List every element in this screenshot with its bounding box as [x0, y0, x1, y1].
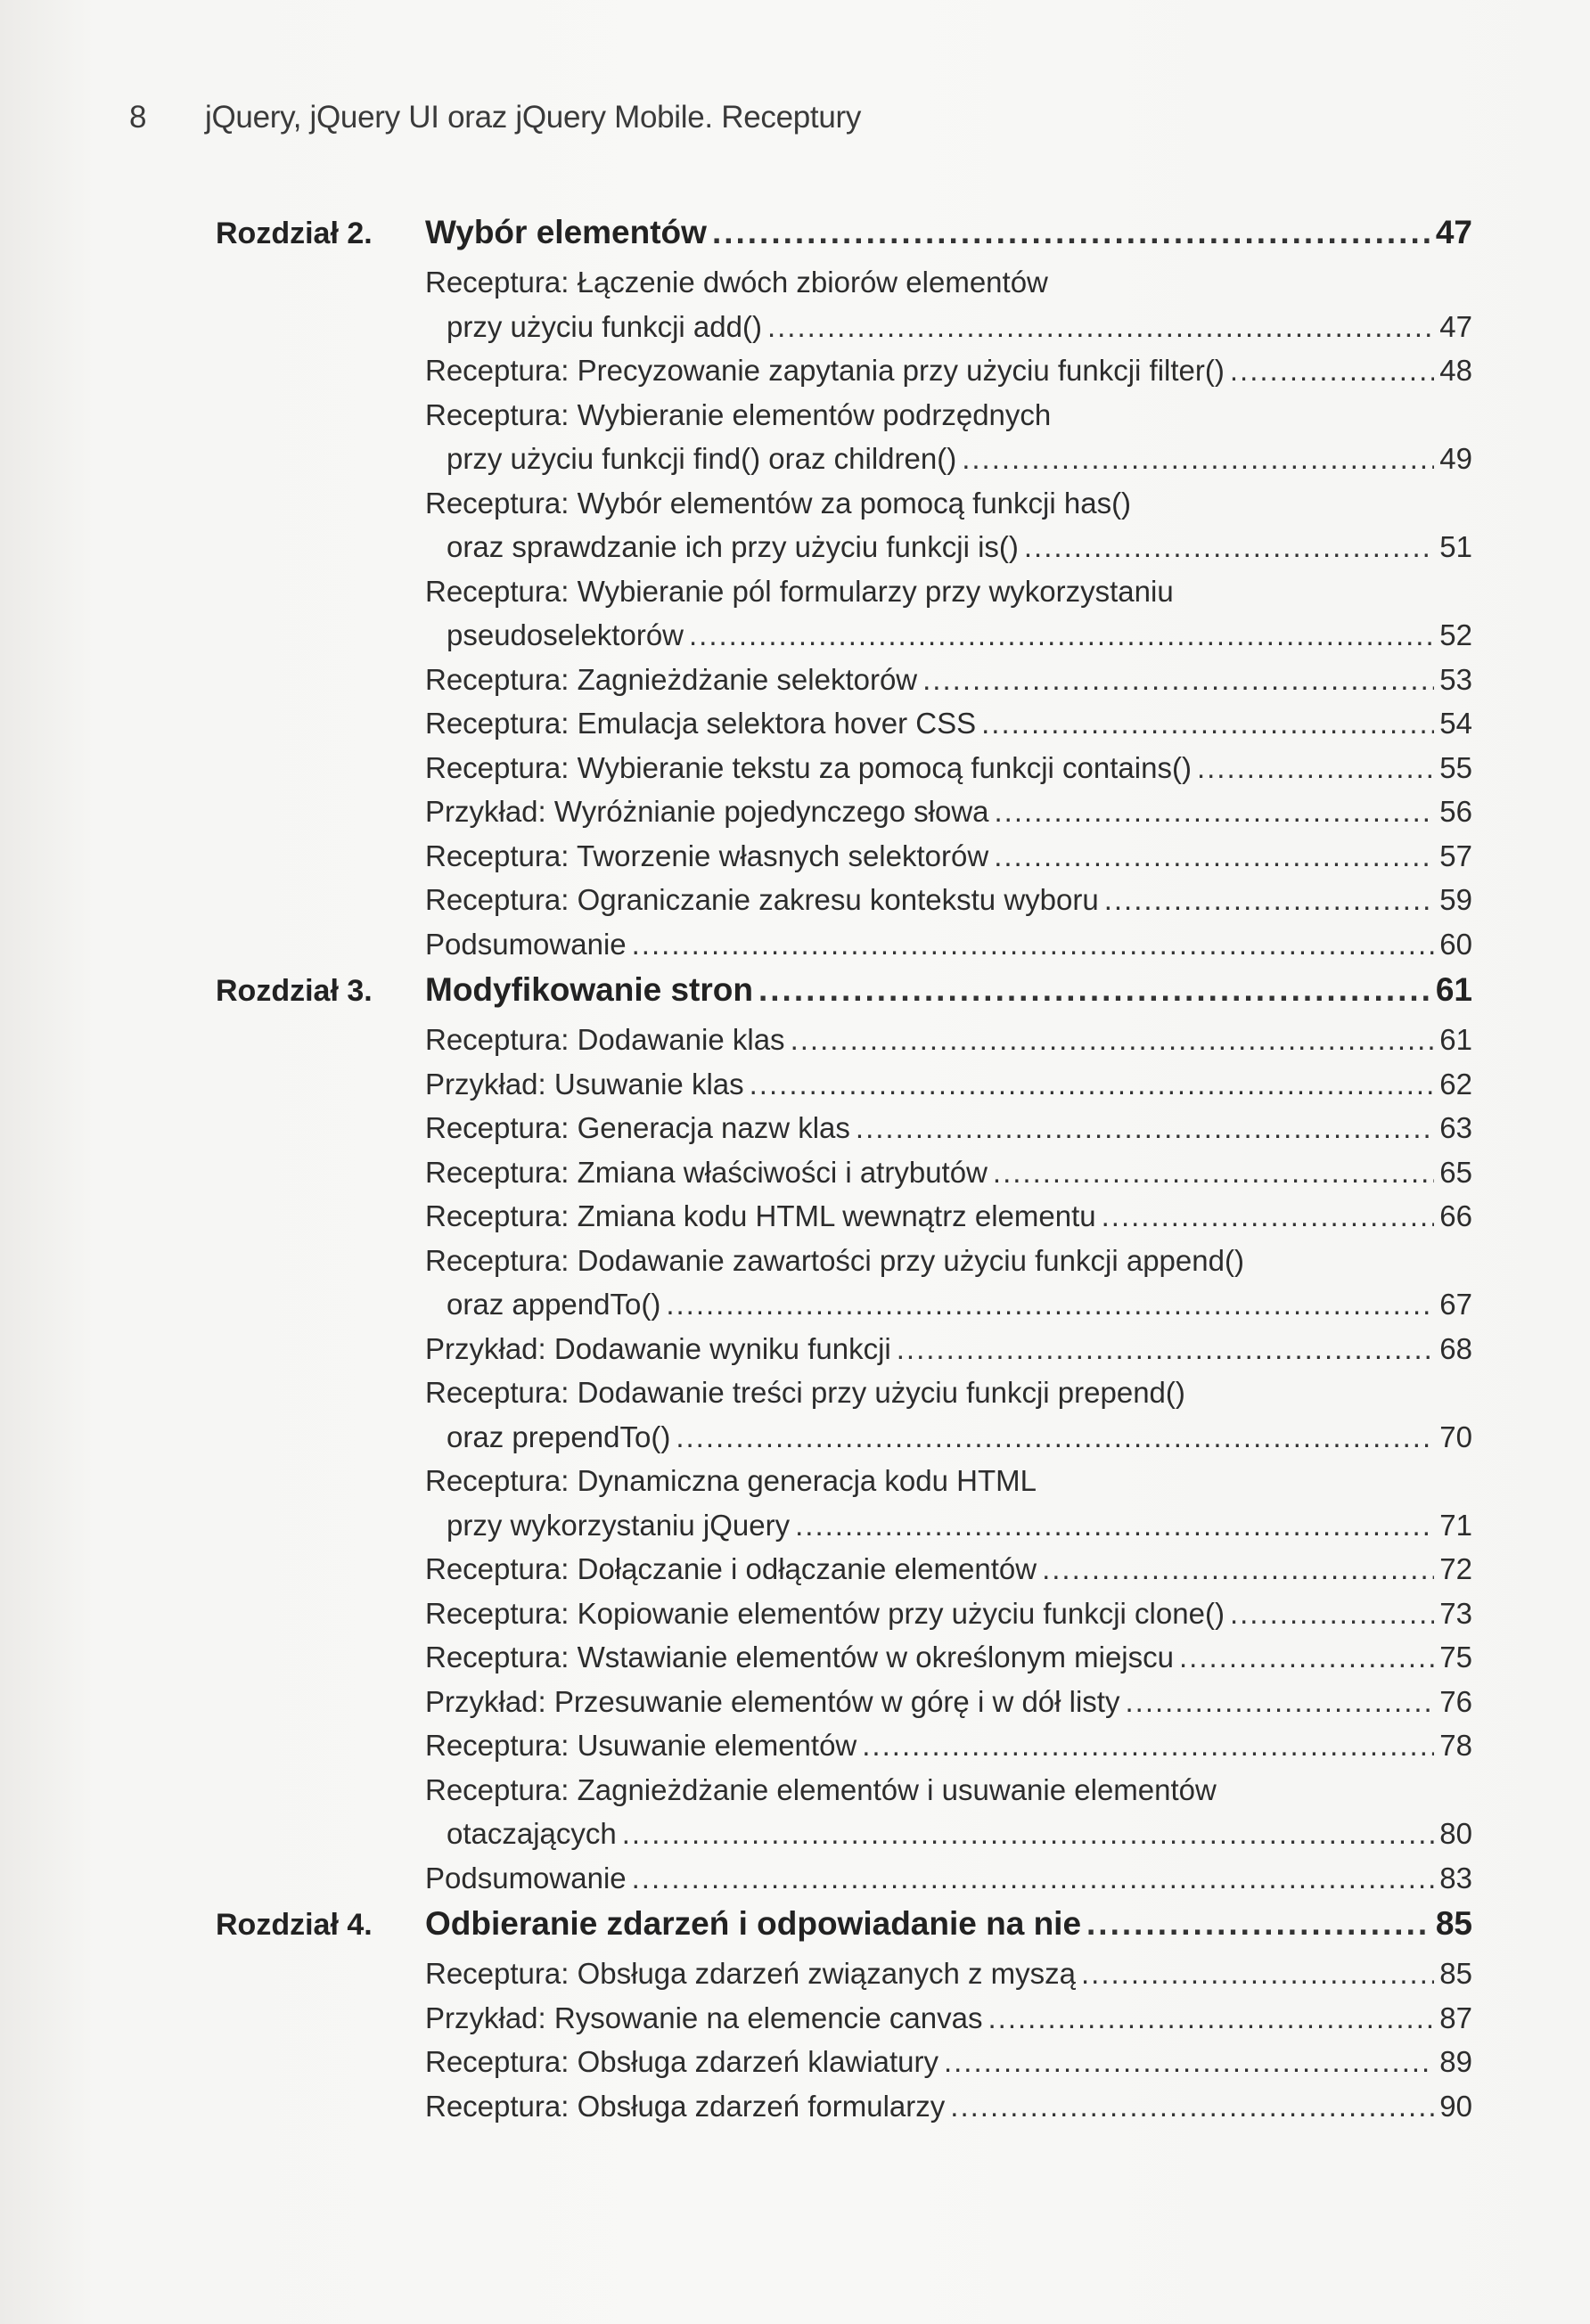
dot-leader [944, 2040, 1434, 2084]
toc-entry [425, 1592, 1472, 1636]
toc-entry [425, 1635, 1472, 1680]
entry-final-line [425, 1327, 1472, 1371]
entry-final-line [425, 1812, 1472, 1856]
dot-leader [950, 2084, 1434, 2129]
entry-text-line: Receptura: Wybieranie elementów podrzędnych [425, 397, 1052, 431]
chapter-title: Odbieranie zdarzeń i odpowiadanie na nie [425, 1905, 1082, 1942]
entry-page-number: 80 [1439, 1817, 1472, 1850]
entry-text: Receptura: Wstawianie elementów w określonym miejscu [425, 1641, 1174, 1673]
toc-entry [425, 2040, 1472, 2084]
dot-leader [1102, 1194, 1435, 1239]
entry-final-line [425, 2040, 1472, 2084]
entry-page-number: 76 [1439, 1684, 1472, 1718]
entry-text: Receptura: Dodawanie klas [425, 1023, 785, 1056]
dot-leader [922, 658, 1434, 702]
entry-final-line [425, 1415, 1472, 1460]
toc-entry [425, 701, 1472, 746]
chapter-title: Modyfikowanie stron [425, 971, 753, 1008]
chapter-title-line [425, 1905, 1472, 1943]
entry-page-number: 75 [1439, 1641, 1472, 1673]
entry-text: Receptura: Zmiana kodu HTML wewnątrz elementu [425, 1199, 1096, 1232]
dot-leader [1086, 1905, 1430, 1943]
entry-text: oraz prependTo() [447, 1420, 671, 1453]
dot-leader [1024, 525, 1434, 569]
toc-entry [425, 1723, 1472, 1768]
dot-leader [1230, 1592, 1434, 1636]
entry-final-line [425, 525, 1472, 569]
entry-final-line [425, 348, 1472, 393]
entry-text-line: Receptura: Dodawanie treści przy użyciu funkcji prepend() [425, 1376, 1185, 1409]
toc-entry [425, 2084, 1472, 2129]
entry-page-number: 57 [1439, 839, 1472, 872]
entry-final-line [425, 1996, 1472, 2041]
toc-entry [425, 1680, 1472, 1724]
entry-page-number: 59 [1439, 883, 1472, 916]
chapter-label: Rozdział 4. [216, 1908, 373, 1942]
entry-text: Receptura: Obsługa zdarzeń związanych z myszą [425, 1957, 1076, 1990]
entry-final-line [425, 613, 1472, 658]
entry-page-number: 90 [1439, 2089, 1472, 2123]
entry-text: Podsumowanie [425, 927, 627, 961]
dot-leader [995, 790, 1435, 834]
dot-leader [1197, 746, 1434, 790]
entry-text: przy użyciu funkcji find() oraz children() [447, 442, 957, 475]
chapter-page-number: 61 [1435, 971, 1472, 1008]
entry-final-line [425, 1856, 1472, 1901]
entry-text: przy użyciu funkcji add() [447, 309, 762, 343]
dot-leader [632, 1856, 1435, 1901]
entry-page-number: 89 [1439, 2045, 1472, 2078]
entry-page-number: 78 [1439, 1729, 1472, 1762]
dot-leader [758, 971, 1430, 1009]
page-number: 8 [129, 100, 147, 135]
entry-final-line [425, 922, 1472, 967]
entry-text: Receptura: Kopiowanie elementów przy użyciu funkcji clone() [425, 1596, 1225, 1630]
entry-final-line [425, 1635, 1472, 1680]
chapter-heading [216, 971, 1472, 1018]
entry-text: Receptura: Ograniczanie zakresu kontekstu wyboru [425, 883, 1099, 916]
entry-text: pseudoselektorów [447, 618, 684, 651]
entry-page-number: 85 [1439, 1957, 1472, 1990]
toc-entry [425, 878, 1472, 922]
entry-text: Receptura: Precyzowanie zapytania przy użyciu funkcji filter() [425, 354, 1225, 387]
entry-page-number: 87 [1439, 2001, 1472, 2034]
toc-entry [425, 569, 1472, 658]
dot-leader [993, 1150, 1434, 1195]
toc-entry [425, 1327, 1472, 1371]
toc-entry [425, 260, 1472, 348]
dot-leader [767, 305, 1434, 349]
entry-text: Receptura: Tworzenie własnych selektorów [425, 839, 989, 872]
dot-leader [622, 1812, 1435, 1856]
entry-page-number: 70 [1439, 1420, 1472, 1453]
dot-leader [981, 701, 1434, 746]
entry-final-line [425, 1062, 1472, 1107]
dot-leader [988, 1996, 1434, 2041]
entry-page-number: 71 [1439, 1508, 1472, 1542]
dot-leader [1081, 1952, 1434, 1996]
entry-page-number: 73 [1439, 1596, 1472, 1630]
toc-entry [425, 1768, 1472, 1856]
entry-final-line [425, 834, 1472, 879]
entry-final-line [425, 1503, 1472, 1548]
entry-page-number: 62 [1439, 1067, 1472, 1101]
entry-text: oraz appendTo() [447, 1288, 661, 1321]
entry-page-number: 61 [1439, 1023, 1472, 1056]
entry-text-line: Receptura: Dodawanie zawartości przy użyciu funkcji append() [425, 1243, 1244, 1277]
toc-entry [425, 1459, 1472, 1547]
entry-text: Receptura: Dołączanie i odłączanie elementów [425, 1552, 1037, 1585]
dot-leader [862, 1723, 1434, 1768]
toc-entry [425, 1062, 1472, 1107]
toc-entry [425, 1856, 1472, 1901]
entry-text: Receptura: Generacja nazw klas [425, 1111, 850, 1144]
toc-entry [425, 1952, 1472, 1996]
chapter-label: Rozdział 2. [216, 217, 373, 250]
chapter-page-number: 85 [1435, 1905, 1472, 1942]
dot-leader [712, 214, 1430, 251]
entry-text-line: Receptura: Wybór elementów za pomocą funkcji has() [425, 486, 1132, 520]
entry-page-number: 52 [1439, 618, 1472, 651]
entry-text-line: Receptura: Łączenie dwóch zbiorów elementów [425, 266, 1048, 299]
chapter-label: Rozdział 3. [216, 974, 373, 1008]
entry-text: otaczających [447, 1817, 617, 1850]
entry-page-number: 53 [1439, 662, 1472, 696]
toc-entry [425, 393, 1472, 481]
entry-page-number: 68 [1439, 1331, 1472, 1365]
entry-final-line [425, 878, 1472, 922]
entry-text: Receptura: Obsługa zdarzeń formularzy [425, 2089, 946, 2123]
dot-leader [791, 1018, 1435, 1062]
entry-page-number: 67 [1439, 1288, 1472, 1321]
entry-text: Przykład: Rysowanie na elemencie canvas [425, 2001, 983, 2034]
entry-page-number: 56 [1439, 795, 1472, 828]
toc-entry [425, 834, 1472, 879]
entry-final-line [425, 1723, 1472, 1768]
book-title: jQuery, jQuery UI oraz jQuery Mobile. Receptury [205, 100, 862, 135]
dot-leader [856, 1106, 1434, 1150]
toc-entry [425, 481, 1472, 569]
toc-entry [425, 746, 1472, 790]
entry-page-number: 49 [1439, 442, 1472, 475]
entry-page-number: 60 [1439, 927, 1472, 961]
entry-final-line [425, 658, 1472, 702]
entry-page-number: 54 [1439, 707, 1472, 740]
entry-text: Przykład: Dodawanie wyniku funkcji [425, 1331, 891, 1365]
entry-final-line [425, 1547, 1472, 1592]
dot-leader [897, 1327, 1435, 1371]
entry-text: Receptura: Obsługa zdarzeń klawiatury [425, 2045, 938, 2078]
toc-entry [425, 790, 1472, 834]
entry-text-line: Receptura: Dynamiczna generacja kodu HTML [425, 1464, 1037, 1497]
dot-leader [632, 922, 1435, 967]
dot-leader [1230, 348, 1434, 393]
entry-final-line [425, 790, 1472, 834]
chapter-section [216, 1905, 1472, 2128]
toc-entry [425, 1996, 1472, 2041]
entry-page-number: 48 [1439, 354, 1472, 387]
dot-leader [1179, 1635, 1434, 1680]
entry-text: Receptura: Wybieranie tekstu za pomocą funkcji contains() [425, 750, 1192, 784]
entry-text: Receptura: Usuwanie elementów [425, 1729, 857, 1762]
entry-page-number: 66 [1439, 1199, 1472, 1232]
chapter-title: Wybór elementów [425, 214, 707, 250]
entry-final-line [425, 1952, 1472, 1996]
toc-entry [425, 348, 1472, 393]
entry-page-number: 51 [1439, 530, 1472, 563]
dot-leader [1104, 878, 1435, 922]
toc-entry [425, 1371, 1472, 1459]
dot-leader [795, 1503, 1434, 1548]
toc-entry [425, 1150, 1472, 1195]
toc-entry [425, 1239, 1472, 1327]
chapter-title-line [425, 971, 1472, 1009]
entry-page-number: 65 [1439, 1155, 1472, 1189]
entry-final-line [425, 1150, 1472, 1195]
dot-leader [1125, 1680, 1434, 1724]
dot-leader [689, 613, 1434, 658]
dot-leader [750, 1062, 1435, 1107]
chapter-page-number: 47 [1435, 214, 1472, 250]
toc-entry [425, 1106, 1472, 1150]
entry-page-number: 47 [1439, 309, 1472, 343]
entry-final-line [425, 746, 1472, 790]
entry-final-line [425, 1282, 1472, 1327]
entry-page-number: 83 [1439, 1861, 1472, 1894]
entry-final-line [425, 437, 1472, 481]
entry-text: Receptura: Emulacja selektora hover CSS [425, 707, 977, 740]
entry-page-number: 63 [1439, 1111, 1472, 1144]
entry-page-number: 55 [1439, 750, 1472, 784]
entry-list [425, 1018, 1472, 1900]
entry-list [425, 260, 1472, 966]
entry-final-line [425, 1592, 1472, 1636]
chapter-heading [216, 214, 1472, 260]
entry-final-line [425, 1018, 1472, 1062]
entry-final-line [425, 1680, 1472, 1724]
entry-text-line: Receptura: Wybieranie pól formularzy przy wykorzystaniu [425, 574, 1174, 608]
running-head [129, 100, 861, 135]
entry-final-line [425, 305, 1472, 349]
chapter-section [216, 214, 1472, 966]
entry-text: przy wykorzystaniu jQuery [447, 1508, 791, 1542]
chapter-heading [216, 1905, 1472, 1952]
toc-entry [425, 922, 1472, 967]
dot-leader [1042, 1547, 1434, 1592]
entry-text: Receptura: Zmiana właściwości i atrybutów [425, 1155, 988, 1189]
entry-text: Podsumowanie [425, 1861, 627, 1894]
entry-page-number: 72 [1439, 1552, 1472, 1585]
toc-entry [425, 1194, 1472, 1239]
entry-text: Przykład: Usuwanie klas [425, 1067, 744, 1101]
entry-final-line [425, 1194, 1472, 1239]
entry-text: Przykład: Wyróżnianie pojedynczego słowa [425, 795, 989, 828]
toc-entry [425, 658, 1472, 702]
entry-list [425, 1952, 1472, 2128]
entry-text: Przykład: Przesuwanie elementów w górę i w dół listy [425, 1684, 1120, 1718]
table-of-contents [216, 214, 1472, 2128]
toc-entry [425, 1547, 1472, 1592]
entry-final-line [425, 701, 1472, 746]
dot-leader [666, 1282, 1434, 1327]
dot-leader [962, 437, 1434, 481]
dot-leader [676, 1415, 1434, 1460]
entry-text: oraz sprawdzanie ich przy użyciu funkcji is() [447, 530, 1019, 563]
entry-text-line: Receptura: Zagnieżdżanie elementów i usuwanie elementów [425, 1772, 1217, 1806]
entry-final-line [425, 2084, 1472, 2129]
chapter-section [216, 971, 1472, 1900]
chapter-title-line [425, 214, 1472, 251]
toc-entry [425, 1018, 1472, 1062]
entry-final-line [425, 1106, 1472, 1150]
entry-text: Receptura: Zagnieżdżanie selektorów [425, 662, 918, 696]
dot-leader [994, 834, 1434, 879]
